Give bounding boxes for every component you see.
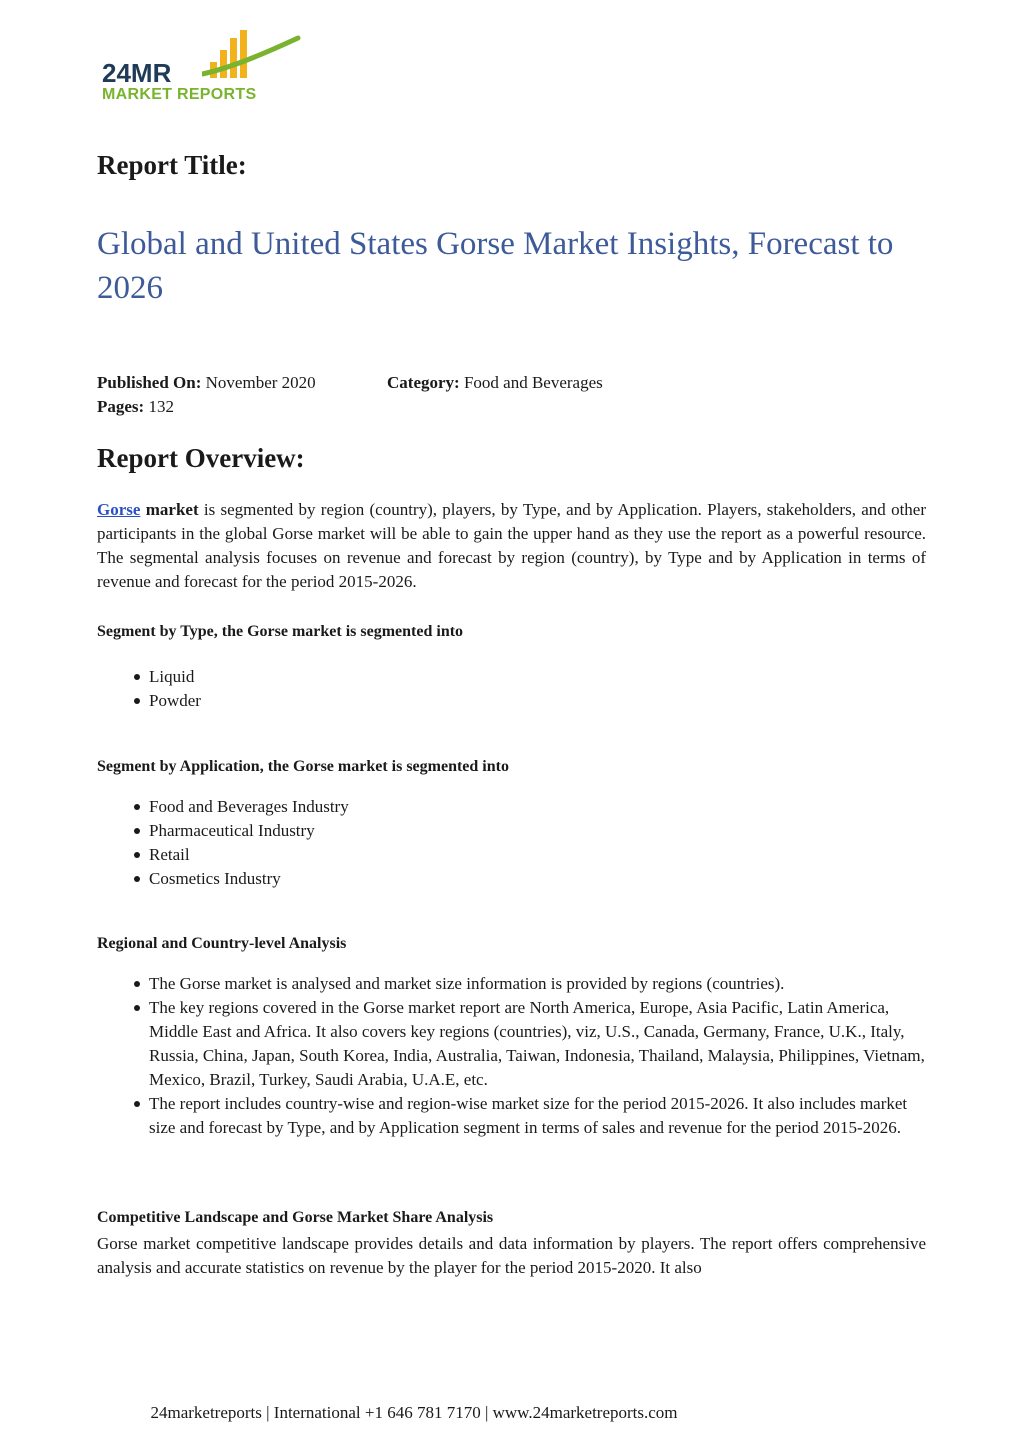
segment-type-heading: Segment by Type, the Gorse market is segmented into [97, 623, 464, 640]
category-label: Category: [387, 373, 460, 392]
overview-heading: Report Overview: [97, 443, 305, 473]
pages-row [97, 395, 316, 419]
competitive-heading: Competitive Landscape and Gorse Market Share Analysis [97, 1209, 494, 1226]
category-value: Food and Beverages [463, 373, 603, 392]
published-row [97, 371, 316, 395]
list-item: Liquid [149, 665, 926, 689]
list-item: Pharmaceutical Industry [149, 819, 926, 843]
list-item: Cosmetics Industry [149, 867, 926, 891]
pages-label: Pages: [97, 397, 145, 416]
segment-application-list [97, 795, 926, 891]
overview-text: is segmented by region (country), players, by Type, and by Application. Players, stakeholders, and other participants in the global Gorse market will be able to gain the upper hand as they use the report as a powerful resource. The segmental analysis focuses on revenue and forecast by region (country), by Type and by Application in terms of revenue and forecast for the period 2015-2026. [97, 500, 927, 591]
segment-application-heading: Segment by Application, the Gorse market is segmented into [97, 758, 509, 775]
list-item: The key regions covered in the Gorse market report are North America, Europe, Asia Pacific, Latin America, Middle East and Africa. It also covers key regions (countries), viz, U.S., Canada, Germany, France, U.K., Italy, Russia, China, Japan, South Korea, India, Australia, Taiwan, Indonesia, Thailand, Malaysia, Philippines, Vietnam, Mexico, Brazil, Turkey, Saudi Arabia, U.A.E, etc. [149, 996, 926, 1092]
list-item: The report includes country-wise and region-wise market size for the period 2015-2026. It also includes market size and forecast by Type, and by Application segment in terms of sales and revenue for the period 2015-2026. [149, 1092, 926, 1140]
regional-list [97, 972, 926, 1140]
report-meta [97, 371, 603, 419]
published-label: Published On: [97, 373, 202, 392]
published-value: November 2020 [205, 373, 316, 392]
logo-subtext: MARKET REPORTS [102, 86, 257, 103]
segment-type-list [97, 665, 926, 713]
overview-paragraph [97, 498, 926, 594]
list-item: Powder [149, 689, 926, 713]
report-title-label: Report Title: [97, 150, 247, 180]
overview-bold-word: market [145, 500, 199, 519]
list-item: Food and Beverages Industry [149, 795, 926, 819]
pages-value: 132 [148, 397, 174, 416]
list-item: The Gorse market is analysed and market size information is provided by regions (countries). [149, 972, 926, 996]
logo-text: 24MR [102, 58, 172, 88]
category-row [387, 371, 603, 395]
gorse-link[interactable]: Gorse [97, 500, 141, 519]
report-title: Global and United States Gorse Market Insights, Forecast to 2026 [97, 226, 894, 306]
company-logo [102, 28, 302, 108]
regional-heading: Regional and Country-level Analysis [97, 935, 347, 952]
bar-chart-logo-icon [202, 28, 302, 88]
page-footer: 24marketreports | International +1 646 781 7170 | www.24marketreports.com [150, 1403, 678, 1422]
competitive-paragraph: Gorse market competitive landscape provides details and data information by players. The report offers comprehensive analysis and accurate statistics on revenue by the player for the period 2015-2020. It also [97, 1234, 926, 1277]
list-item: Retail [149, 843, 926, 867]
